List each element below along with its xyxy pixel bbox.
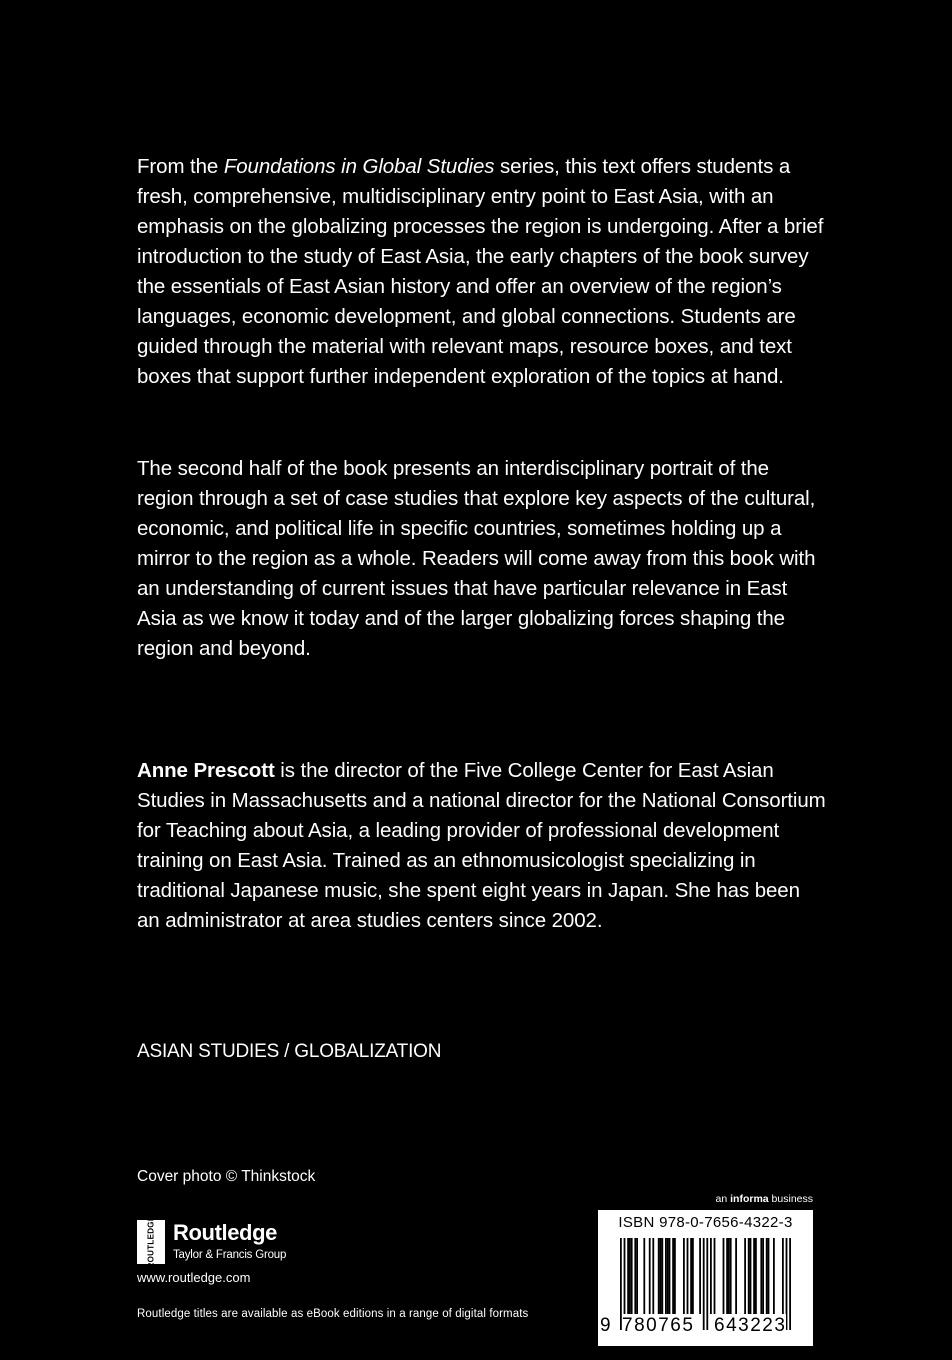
barcode-bar — [766, 1238, 768, 1314]
barcode-bar — [762, 1238, 764, 1314]
barcode-bar — [692, 1238, 694, 1314]
ebook-note: Routledge titles are available as eBook editions in a range of digital formats — [137, 1308, 529, 1320]
routledge-mark-text: ROUTLEDGE — [146, 1215, 156, 1269]
blurb-paragraph-1 — [137, 152, 827, 392]
barcode-bar — [690, 1238, 692, 1314]
barcode-bar — [660, 1238, 662, 1314]
barcode-bar — [760, 1238, 762, 1314]
publisher-group: Taylor & Francis Group — [173, 1249, 287, 1261]
author-name: Anne Prescott — [137, 759, 275, 782]
barcode-bar — [652, 1238, 654, 1314]
barcode-bar — [699, 1238, 701, 1314]
barcode-bar — [753, 1238, 755, 1314]
publisher-website[interactable]: www.routledge.com — [137, 1270, 251, 1285]
routledge-mark-icon — [137, 1215, 165, 1269]
barcode-bar — [667, 1238, 669, 1314]
barcode-bar — [649, 1238, 651, 1314]
blurb-p1-rest: series, this text offers students a fresh, comprehensive, multidisciplinary entry point to East Asia, with an emphasis on the globalizing processes the region is undergoing. After a brief introduction to the study of East Asia, the early chapters of the book survey the essentials of East Asian history and offer an overview of the region’s languages, economic development, and global connections. Students are guided through the material with relevant maps, resource boxes, and text boxes that support further independent exploration of the topics at hand. — [137, 155, 824, 388]
barcode-bar — [672, 1238, 674, 1314]
informa-business-tag — [716, 1193, 813, 1206]
barcode-bar — [661, 1238, 663, 1314]
photo-credit: Cover photo © Thinkstock — [137, 1168, 316, 1185]
barcode-bar — [643, 1238, 645, 1314]
subject-category: ASIAN STUDIES / GLOBALIZATION — [137, 1041, 442, 1062]
barcode-bar — [714, 1238, 716, 1314]
barcode-bar — [768, 1238, 770, 1314]
barcode-digits — [598, 1314, 813, 1340]
barcode-bar — [782, 1238, 784, 1314]
barcode-bar — [629, 1238, 631, 1314]
barcode-bar — [631, 1238, 633, 1314]
barcode-bar — [674, 1238, 676, 1314]
barcode-bar — [748, 1238, 750, 1314]
series-title: Foundations in Global Studies — [223, 155, 495, 178]
barcode-bar — [750, 1238, 752, 1314]
barcode-bar — [627, 1238, 629, 1314]
barcode-bar — [683, 1238, 685, 1314]
blurb-paragraph-2: The second half of the book presents an interdisciplinary portrait of the region through a set of case studies that explore key aspects of the cultural, economic, and political life in specific countries, sometimes holding up a mirror to the region as a whole. Readers will come away from this book with an understanding of current issues that have particular relevance in East Asia as we know it today and of the larger globalizing forces shaping the region and beyond. — [137, 457, 816, 660]
barcode-bar — [636, 1238, 638, 1314]
barcode-bar — [658, 1238, 660, 1314]
isbn-barcode — [598, 1210, 813, 1346]
isbn-label: ISBN 978-0-7656-4322-3 — [618, 1214, 793, 1231]
barcode-bar — [665, 1238, 667, 1314]
barcode-bar — [669, 1238, 671, 1314]
barcode-bar — [710, 1238, 712, 1314]
barcode-bar — [634, 1238, 636, 1314]
barcode-digit-first: 9 — [600, 1315, 613, 1336]
barcode-bar — [735, 1238, 737, 1314]
barcode-bar — [730, 1238, 732, 1314]
publisher-name: Routledge — [173, 1220, 277, 1245]
informa-suffix: business — [768, 1193, 813, 1205]
author-bio-text: is the director of the Five College Center for East Asian Studies in Massachusetts and a national director for the National Consortium for Teaching about Asia, a leading provider of professional development training on East Asia. Trained as an ethnomusicologist specializing in traditional Japanese music, she spent eight years in Japan. She has been an administrator at area studies centers since 2002. — [137, 759, 826, 932]
barcode-bar — [773, 1238, 775, 1314]
informa-brand: informa — [730, 1193, 769, 1205]
barcode-digits-left: 780765 — [622, 1315, 695, 1336]
barcode-digits-right: 643223 — [714, 1315, 787, 1336]
barcode-bar — [687, 1238, 689, 1314]
barcode-bar — [726, 1238, 728, 1314]
publisher-logo — [137, 1215, 337, 1270]
informa-prefix: an — [715, 1193, 731, 1205]
blurb-p1-prefix: From the — [137, 155, 224, 178]
barcode-bar — [744, 1238, 746, 1314]
barcode-bar — [755, 1238, 757, 1314]
barcode-bar — [728, 1238, 730, 1314]
author-bio — [137, 756, 827, 936]
barcode-bar — [723, 1238, 725, 1314]
